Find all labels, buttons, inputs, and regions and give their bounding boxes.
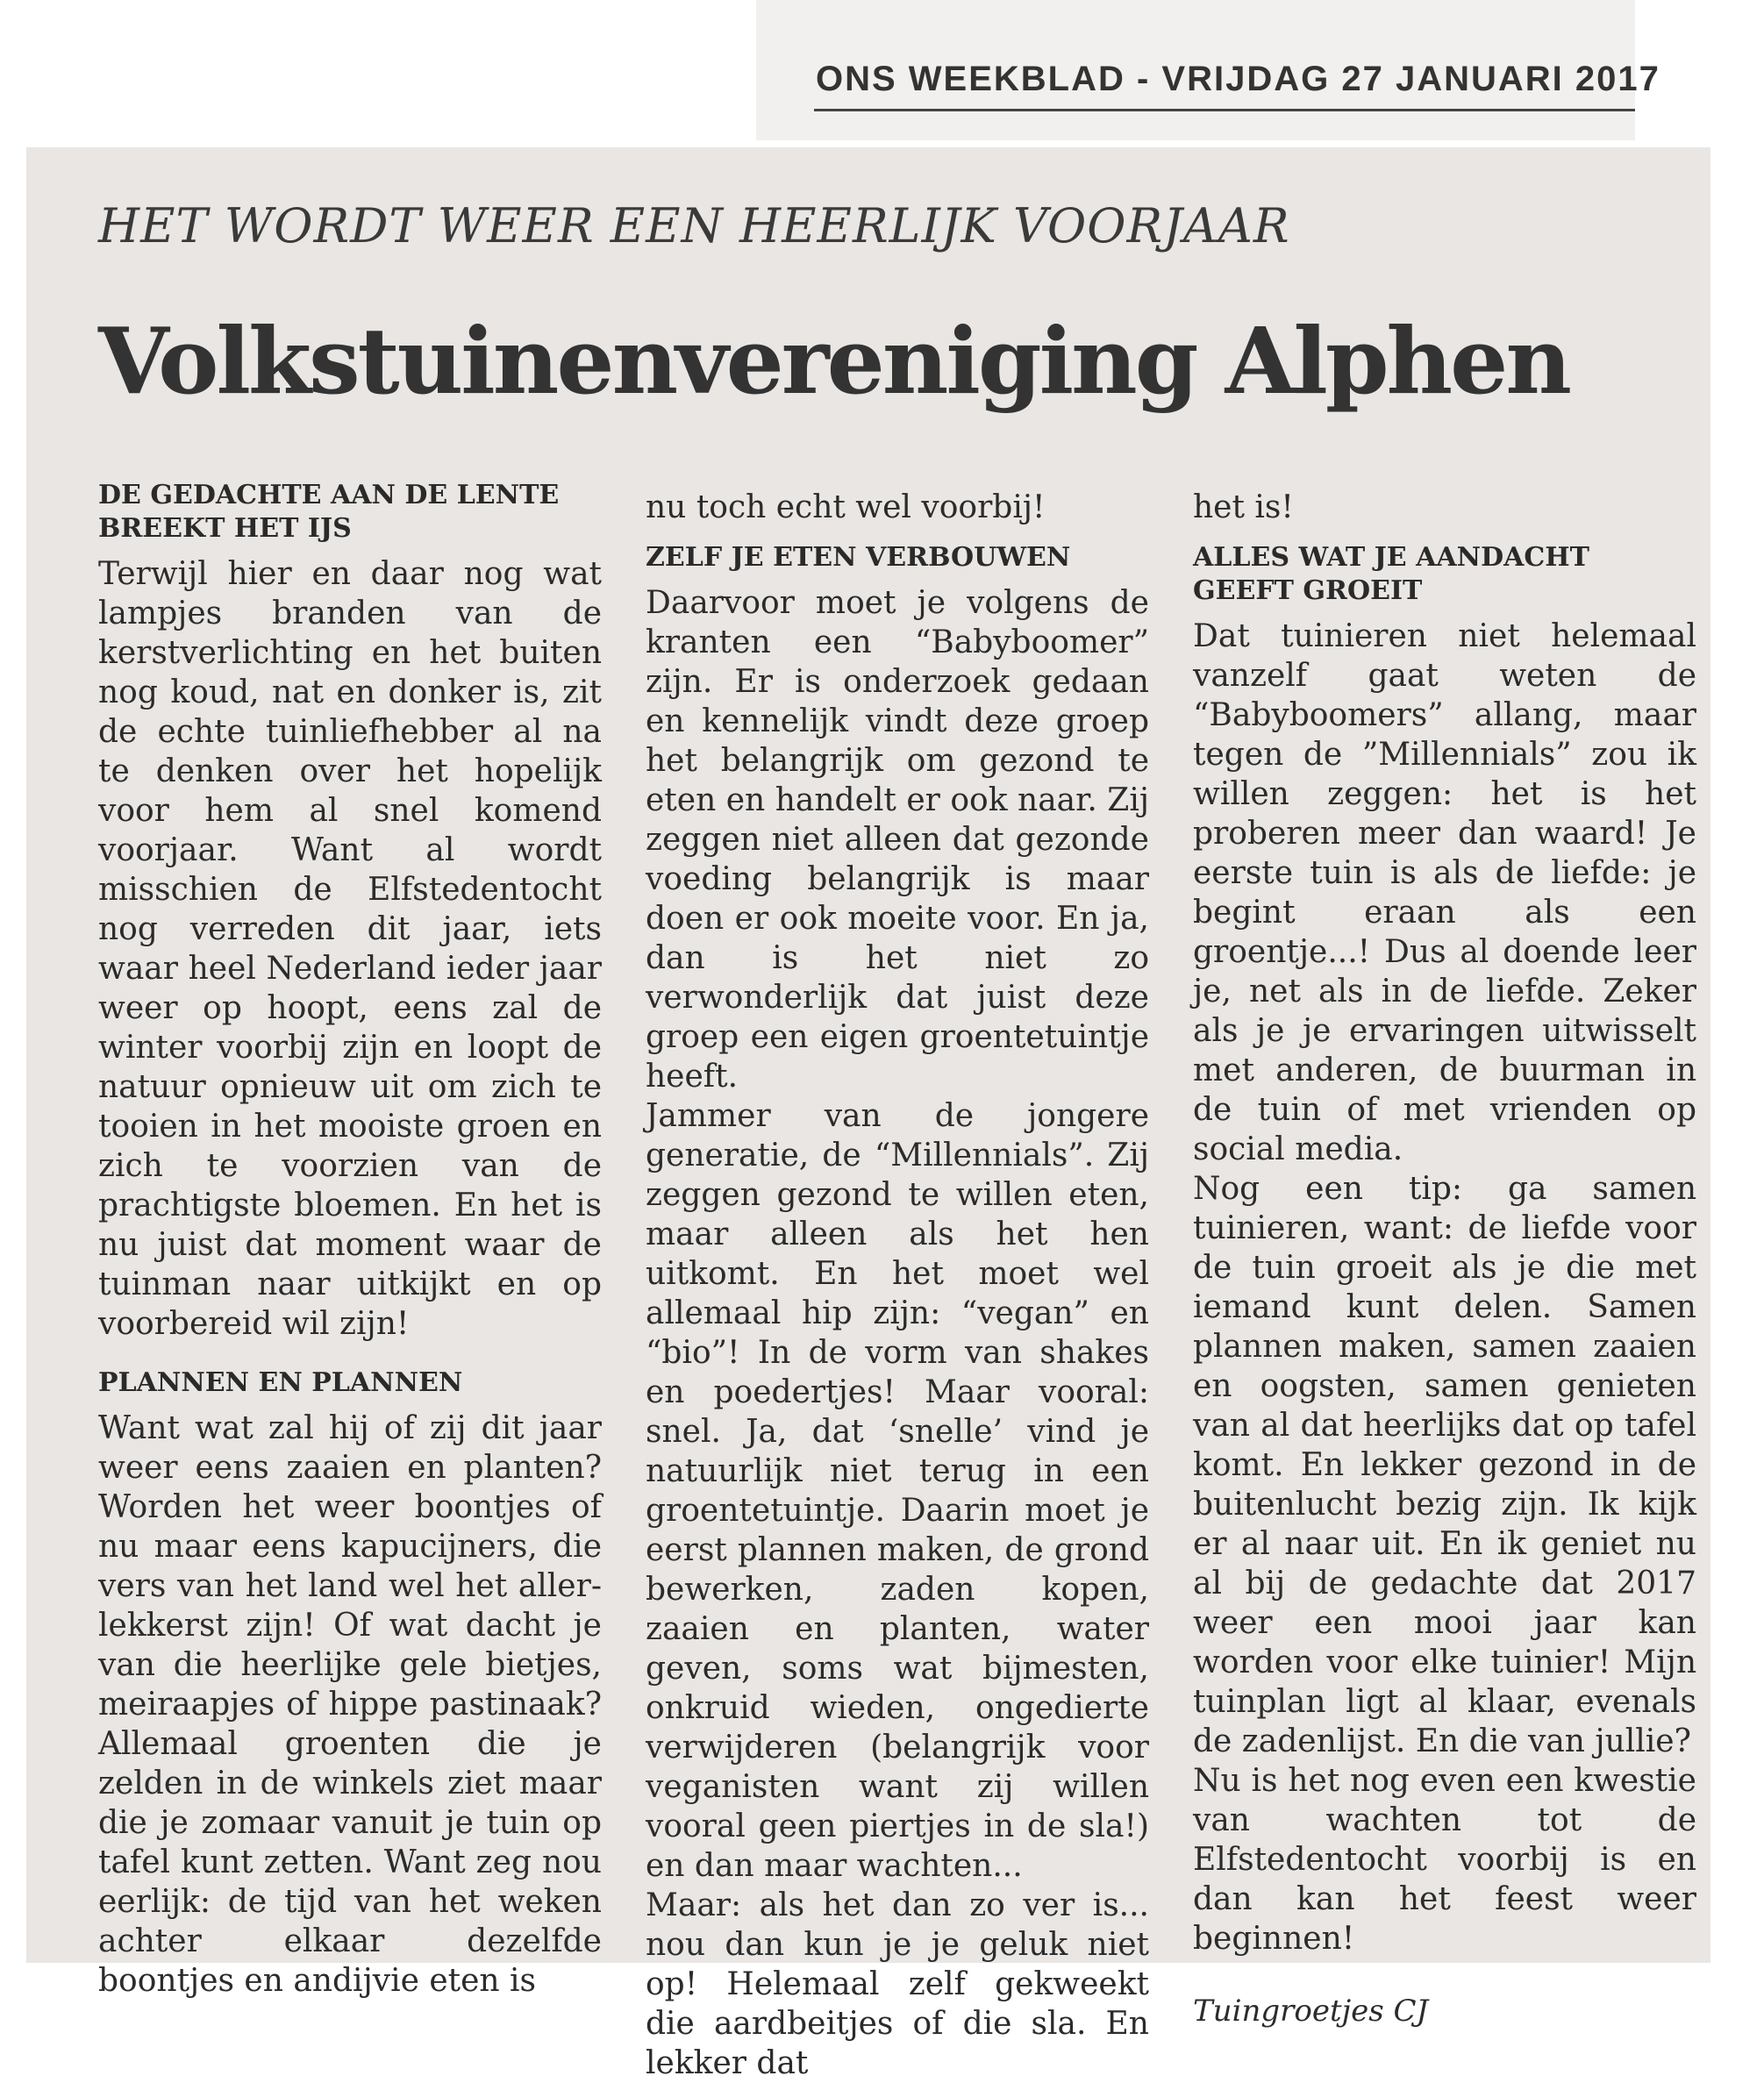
paragraph: Nu is het nog even een kwestie van wachten tot de Elfstedentocht voorbij is en dan kan het feest weer beginnen!	[1193, 1763, 1696, 1957]
article-column-3	[1193, 488, 1696, 2031]
subhead-aandacht: ALLES WAT JE AANDACHT GEEFT GROEIT	[1193, 542, 1589, 606]
masthead-rule	[814, 109, 1635, 111]
paragraph: nu toch echt wel voorbij!	[646, 489, 1046, 525]
paragraph: Maar: als het dan zo ver is... nou dan kun je je geluk niet op! Helemaal zelf gekweekt die aardbeitjes of die sla. En lekker dat	[646, 1887, 1149, 2081]
paragraph: Dat tuinieren niet helemaal vanzelf gaat weten de “Babyboomers” allang, maar tegen de ”Millennials” zou ik willen zeggen: het is het proberen meer dan waard! Je eerste tuin is als de liefde: je begint eraan als een groentje...! Dus al doende leer je, net als in de liefde. Zeker als je je ervaringen uitwisselt met anderen, de buurman in de tuin of met vrienden op social media.	[1193, 618, 1696, 1167]
paragraph: het is!	[1193, 489, 1294, 525]
paragraph: Terwijl hier en daar nog wat lampjes branden van de kerstverlichting en het buiten nog koud, nat en donker is, zit de echte tuinliefhebber al na te denken over het hopelijk voor hem al snel komend voorjaar. Want al wordt misschien de Elfstedentocht nog verreden dit jaar, iets waar heel Nederland ieder jaar weer op hoopt, eens zal de winter voorbij zijn en loopt de natuur opnieuw uit om zich te tooien in het mooiste groen en zich te voorzien van de prachtigste bloemen. En het is nu juist dat moment waar de tuinman naar uitkijkt en op voorbereid wil zijn!	[98, 556, 602, 1342]
paragraph: Nog een tip: ga samen tuinieren, want: de liefde voor de tuin groeit als je die met iemand kunt delen. Samen plannen maken, samen zaaien en oogsten, samen genieten van al dat heerlijks dat op tafel komt. En lekker gezond in de buitenlucht bezig zijn. Ik kijk er al naar uit. En ik geniet nu al bij de gedachte dat 2017 weer een mooi jaar kan worden voor elke tuinier! Mijn tuinplan ligt al klaar, evenals de zadenlijst. En die van jullie?	[1193, 1171, 1696, 1759]
paragraph: Daarvoor moet je volgens de kranten een “Babyboomer” zijn. Er is onderzoek gedaan en kennelijk vindt deze groep het belangrijk om gezond te eten en handelt er ook naar. Zij zeggen niet alleen dat gezonde voeding belangrijk is maar doen er ook moeite voor. En ja, dan is het niet zo verwonderlijk dat juist deze groep een eigen groentetuintje heeft.	[646, 585, 1149, 1095]
article-byline: Tuingroetjes CJ	[1193, 1994, 1429, 2029]
newspaper-masthead: ONS WEEKBLAD - VRIJDAG 27 JANUARI 2017	[816, 60, 1660, 98]
subhead-plannen: PLANNEN EN PLANNEN	[98, 1367, 463, 1398]
subhead-lente: DE GEDACHTE AAN DE LENTE BREEKT HET IJS	[98, 480, 560, 544]
article-headline: Volkstuinenvereniging Alphen	[98, 307, 1569, 415]
article-column-1	[98, 479, 602, 2001]
paragraph: Jammer van de jongere generatie, de “Millennials”. Zij zeggen gezond te willen eten, maar alleen als het hen uitkomt. En het moet wel allemaal hip zijn: “vegan” en “bio”! In de vorm van shakes en poedertjes! Maar vooral: snel. Ja, dat ‘snelle’ vind je natuurlijk niet terug in een groentetuintje. Daarin moet je eerst plannen maken, de grond bewerken, zaden kopen, zaaien en planten, water geven, soms wat bijmesten, onkruid wieden, ongedierte verwijderen (belangrijk voor veganisten want zij willen vooral geen piertjes in de sla!) en dan maar wachten...	[646, 1098, 1149, 1884]
paragraph: Want wat zal hij of zij dit jaar weer eens zaaien en planten? Worden het weer boontjes of nu maar eens kapucijners, die vers van het land wel het aller-lekkerst zijn! Of wat dacht je van die heerlijke gele bietjes, meiraapjes of hippe pastinaak? Allemaal groenten die je zelden in de winkels ziet maar die je zomaar vanuit je tuin op tafel kunt zetten. Want zeg nou eerlijk: de tijd van het weken achter elkaar dezelfde boontjes en andijvie eten is	[98, 1410, 602, 1999]
article-column-2	[646, 488, 1149, 2083]
article-kicker: HET WORDT WEER EEN HEERLIJK VOORJAAR	[98, 198, 1290, 253]
subhead-verbouwen: ZELF JE ETEN VERBOUWEN	[646, 542, 1071, 573]
